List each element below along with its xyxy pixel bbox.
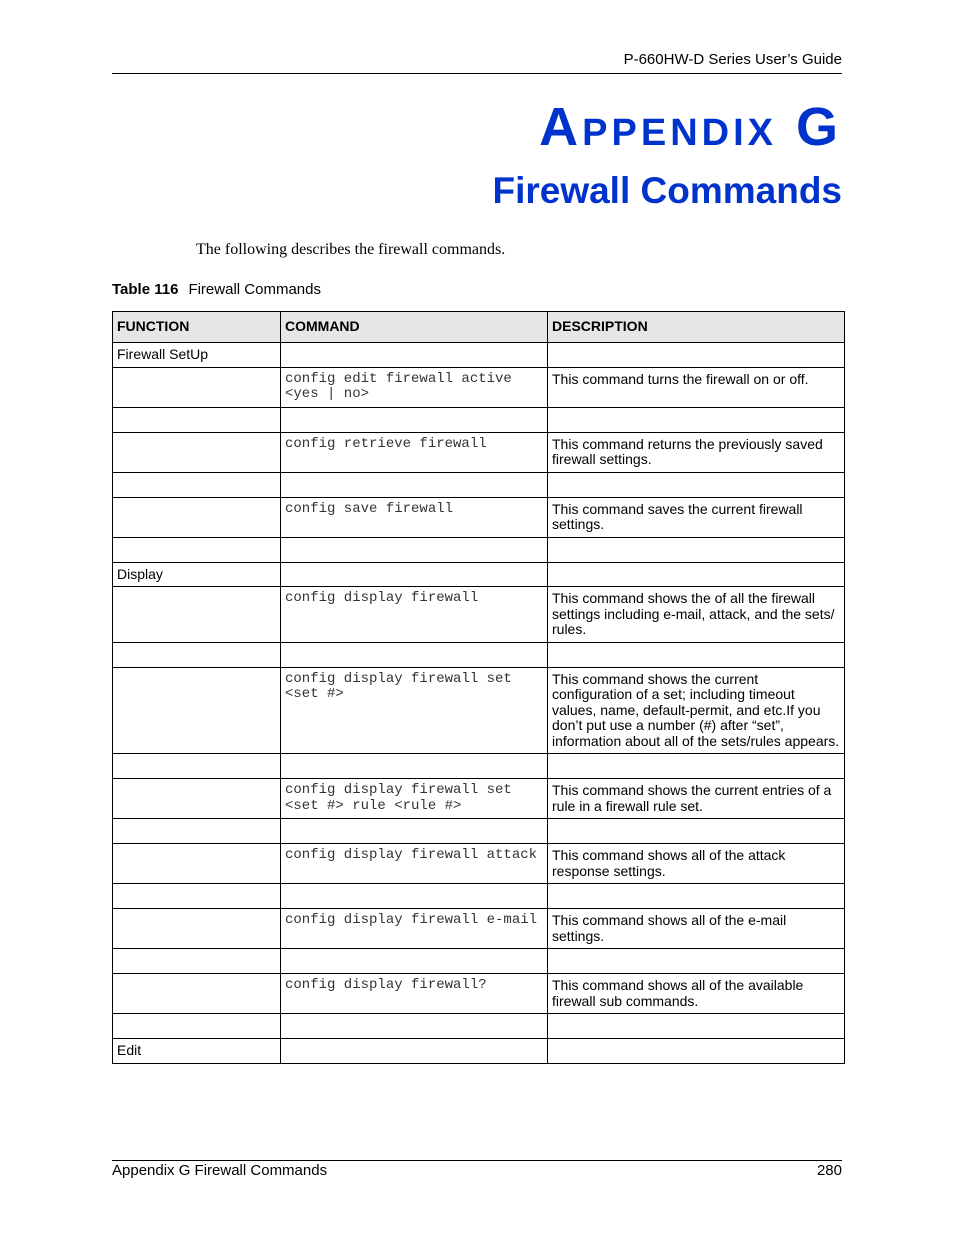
description-cell [548, 562, 845, 587]
function-cell [113, 779, 281, 819]
intro-paragraph: The following describes the firewall commands. [196, 241, 506, 258]
description-cell [548, 537, 845, 562]
description-cell [548, 949, 845, 974]
description-cell [548, 1014, 845, 1039]
function-cell [113, 754, 281, 779]
command-cell: config display firewall set <set #> rule <rule #> [281, 779, 548, 819]
table-row [113, 844, 845, 884]
command-cell [281, 949, 548, 974]
function-cell [113, 844, 281, 884]
function-cell [113, 884, 281, 909]
command-cell: config display firewall set <set #> [281, 667, 548, 754]
table-row [113, 472, 845, 497]
table-row [113, 667, 845, 754]
function-cell: Display [113, 562, 281, 587]
table-header-row [113, 312, 845, 343]
description-cell [548, 642, 845, 667]
command-cell: config retrieve firewall [281, 432, 548, 472]
table-row [113, 779, 845, 819]
command-cell [281, 1039, 548, 1064]
function-cell [113, 667, 281, 754]
table-row [113, 754, 845, 779]
command-cell: config display firewall [281, 587, 548, 643]
command-cell [281, 537, 548, 562]
description-cell: This command saves the current firewall settings. [548, 497, 845, 537]
description-cell [548, 472, 845, 497]
footer-title: Appendix G Firewall Commands [112, 1162, 328, 1179]
function-cell: Firewall SetUp [113, 343, 281, 368]
function-cell [113, 472, 281, 497]
description-cell [548, 819, 845, 844]
column-header-description: DESCRIPTION [548, 312, 845, 343]
table-row [113, 432, 845, 472]
table-row [113, 884, 845, 909]
description-cell [548, 343, 845, 368]
function-cell [113, 497, 281, 537]
description-cell: This command shows the current entries of a rule in a firewall rule set. [548, 779, 845, 819]
column-header-function: FUNCTION [113, 312, 281, 343]
description-cell: This command returns the previously saved firewall settings. [548, 432, 845, 472]
function-cell [113, 642, 281, 667]
table-row [113, 407, 845, 432]
command-cell: config display firewall? [281, 974, 548, 1014]
description-cell: This command shows all of the available firewall sub commands. [548, 974, 845, 1014]
function-cell [113, 407, 281, 432]
function-cell [113, 367, 281, 407]
table-row [113, 819, 845, 844]
table-row [113, 1014, 845, 1039]
table-row [113, 343, 845, 368]
table-row [113, 497, 845, 537]
command-cell: config display firewall attack [281, 844, 548, 884]
function-cell [113, 1014, 281, 1039]
command-cell: config display firewall e-mail [281, 909, 548, 949]
footer-divider [112, 1160, 842, 1161]
command-cell [281, 562, 548, 587]
command-cell [281, 754, 548, 779]
function-cell: Edit [113, 1039, 281, 1064]
table-row [113, 909, 845, 949]
function-cell [113, 537, 281, 562]
function-cell [113, 432, 281, 472]
page-title: Firewall Commands [492, 170, 842, 211]
description-cell [548, 1039, 845, 1064]
table-row [113, 537, 845, 562]
function-cell [113, 819, 281, 844]
description-cell: This command shows all of the attack response settings. [548, 844, 845, 884]
command-cell [281, 642, 548, 667]
table-row [113, 642, 845, 667]
command-cell [281, 343, 548, 368]
running-header: P-660HW-D Series User’s Guide [623, 51, 842, 68]
function-cell [113, 974, 281, 1014]
table-row [113, 562, 845, 587]
column-header-command: COMMAND [281, 312, 548, 343]
table-row [113, 1039, 845, 1064]
function-cell [113, 587, 281, 643]
table-row [113, 974, 845, 1014]
description-cell: This command shows the of all the firewall settings including e-mail, attack, and the sets/ rules. [548, 587, 845, 643]
command-cell [281, 1014, 548, 1039]
appendix-label: Appendix G [539, 97, 842, 157]
table-caption [112, 281, 321, 298]
header-divider [112, 73, 842, 74]
command-cell [281, 884, 548, 909]
description-cell [548, 407, 845, 432]
firewall-commands-table [112, 311, 845, 1064]
command-cell [281, 472, 548, 497]
table-caption-title: Firewall Commands [188, 281, 321, 298]
description-cell [548, 884, 845, 909]
command-cell [281, 407, 548, 432]
command-cell: config save firewall [281, 497, 548, 537]
description-cell: This command shows all of the e-mail settings. [548, 909, 845, 949]
table-caption-number: Table 116 [112, 281, 179, 298]
function-cell [113, 949, 281, 974]
table-row [113, 367, 845, 407]
table-row [113, 949, 845, 974]
command-cell: config edit firewall active <yes | no> [281, 367, 548, 407]
command-cell [281, 819, 548, 844]
description-cell [548, 754, 845, 779]
description-cell: This command turns the firewall on or off. [548, 367, 845, 407]
page-number: 280 [816, 1162, 842, 1179]
table-row [113, 587, 845, 643]
function-cell [113, 909, 281, 949]
description-cell: This command shows the current configuration of a set; including timeout values, name, default-permit, and etc.If you don’t put use a number (#) after “set”, information about all of the sets/rules appears. [548, 667, 845, 754]
